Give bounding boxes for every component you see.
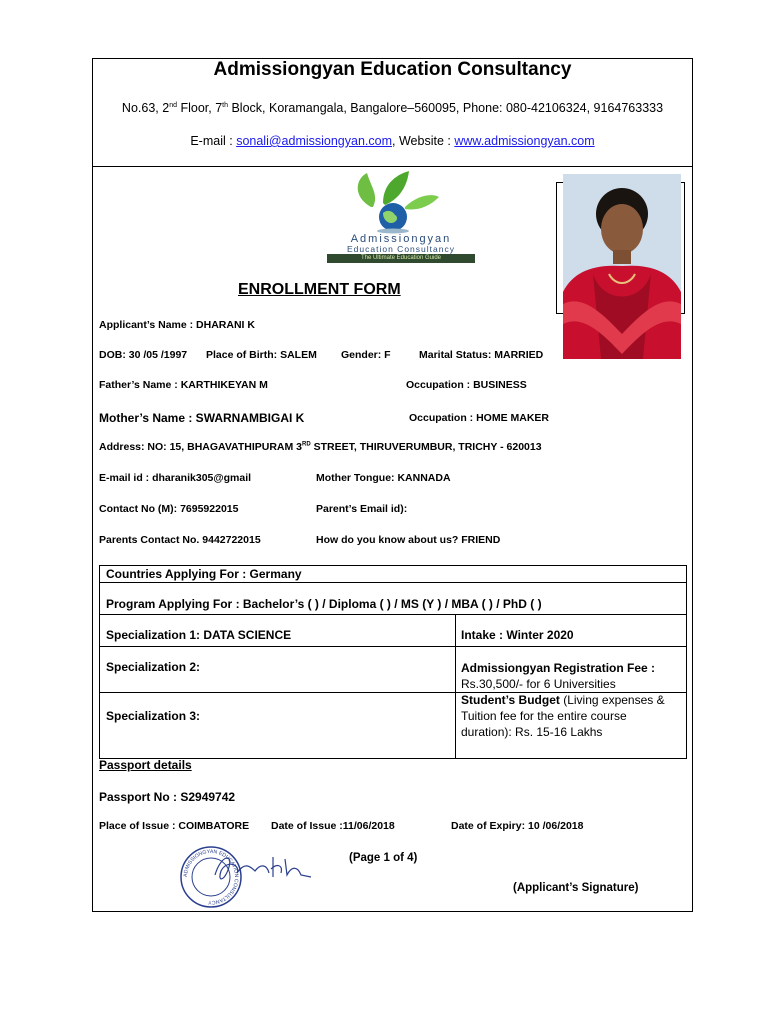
applicant-name: Applicant’s Name : DHARANI K bbox=[99, 319, 255, 331]
registration-fee-value: Rs.30,500/- for 6 Universities bbox=[461, 677, 616, 691]
marital-status: Marital Status: MARRIED bbox=[419, 349, 544, 361]
table-divider bbox=[100, 582, 686, 583]
website-link[interactable]: www.admissiongyan.com bbox=[454, 134, 595, 148]
countries-applying: Countries Applying For : Germany bbox=[106, 567, 302, 581]
org-address: No.63, 2nd Floor, 7th Block, Koramangala, Bangalore–560095, Phone: 080-42106324, 9164763333 bbox=[121, 101, 664, 115]
table-divider bbox=[100, 646, 686, 647]
applicant-signature-label: (Applicant’s Signature) bbox=[513, 882, 639, 894]
table-column-divider bbox=[455, 614, 456, 758]
date-of-issue: Date of Issue :11/06/2018 bbox=[271, 820, 395, 832]
logo-tagline: The Ultimate Education Guide bbox=[327, 254, 475, 263]
company-logo bbox=[313, 167, 483, 265]
mother-name: Mother’s Name : SWARNAMBIGAI K bbox=[99, 411, 305, 425]
passport-heading: Passport details bbox=[99, 758, 192, 772]
org-contact: E-mail : sonali@admissiongyan.com, Website : www.admissiongyan.com bbox=[190, 134, 595, 148]
dob: DOB: 30 /05 /1997 bbox=[99, 349, 188, 361]
logo-text-sub: Education Consultancy bbox=[347, 244, 455, 254]
mother-tongue: Mother Tongue: KANNADA bbox=[316, 472, 451, 484]
place-of-birth: Place of Birth: SALEM bbox=[206, 349, 317, 361]
org-name: Admissiongyan Education Consultancy bbox=[213, 59, 572, 80]
gender: Gender: F bbox=[341, 349, 391, 361]
applicant-photo bbox=[563, 174, 681, 359]
applicant-portrait-icon bbox=[563, 174, 681, 359]
specialization-2: Specialization 2: bbox=[106, 660, 201, 674]
applicant-address: Address: NO: 15, BHAGAVATHIPURAM 3RD STREET, THIRUVERUMBUR, TRICHY - 620013 bbox=[99, 441, 542, 453]
signature-scribble-icon bbox=[211, 847, 321, 887]
enrollment-form-page bbox=[92, 58, 693, 912]
contact-number: Contact No (M): 7695922015 bbox=[99, 503, 239, 515]
email-link[interactable]: sonali@admissiongyan.com bbox=[236, 134, 393, 148]
parents-email: Parent’s Email id): bbox=[316, 503, 408, 515]
program-applying: Program Applying For : Bachelor’s ( ) / Diploma ( ) / MS (Y ) / MBA ( ) / PhD ( ) bbox=[106, 597, 542, 611]
applicant-email: E-mail id : dharanik305@gmail bbox=[99, 472, 252, 484]
father-name: Father’s Name : KARTHIKEYAN M bbox=[99, 379, 268, 391]
father-occupation: Occupation : BUSINESS bbox=[406, 379, 527, 391]
form-title: ENROLLMENT FORM bbox=[238, 281, 401, 298]
mother-occupation: Occupation : HOME MAKER bbox=[409, 412, 550, 424]
intake: Intake : Winter 2020 bbox=[461, 628, 574, 642]
student-budget-line-3: duration): Rs. 15-16 Lakhs bbox=[461, 725, 603, 739]
passport-number: Passport No : S2949742 bbox=[99, 790, 236, 804]
table-divider bbox=[100, 614, 686, 615]
student-budget: Student’s Budget (Living expenses & bbox=[461, 693, 665, 707]
signature bbox=[211, 847, 321, 887]
logo-text-main: Admissiongyan bbox=[350, 233, 452, 245]
specialization-3: Specialization 3: bbox=[106, 709, 201, 723]
how-know-about-us: How do you know about us? FRIEND bbox=[316, 534, 501, 546]
stamp-text: ADMISSIONGYAN EDUCATION CONSULTANCY bbox=[182, 848, 240, 906]
place-of-issue: Place of Issue : COIMBATORE bbox=[99, 820, 250, 832]
specialization-1: Specialization 1: DATA SCIENCE bbox=[106, 628, 292, 642]
date-of-expiry: Date of Expiry: 10 /06/2018 bbox=[451, 820, 584, 832]
parents-contact: Parents Contact No. 9442722015 bbox=[99, 534, 261, 546]
page-indicator: (Page 1 of 4) bbox=[349, 852, 418, 864]
registration-fee-label: Admissiongyan Registration Fee : bbox=[461, 661, 656, 675]
student-budget-line-2: Tuition fee for the entire course bbox=[461, 709, 627, 723]
program-details-table bbox=[99, 565, 687, 759]
